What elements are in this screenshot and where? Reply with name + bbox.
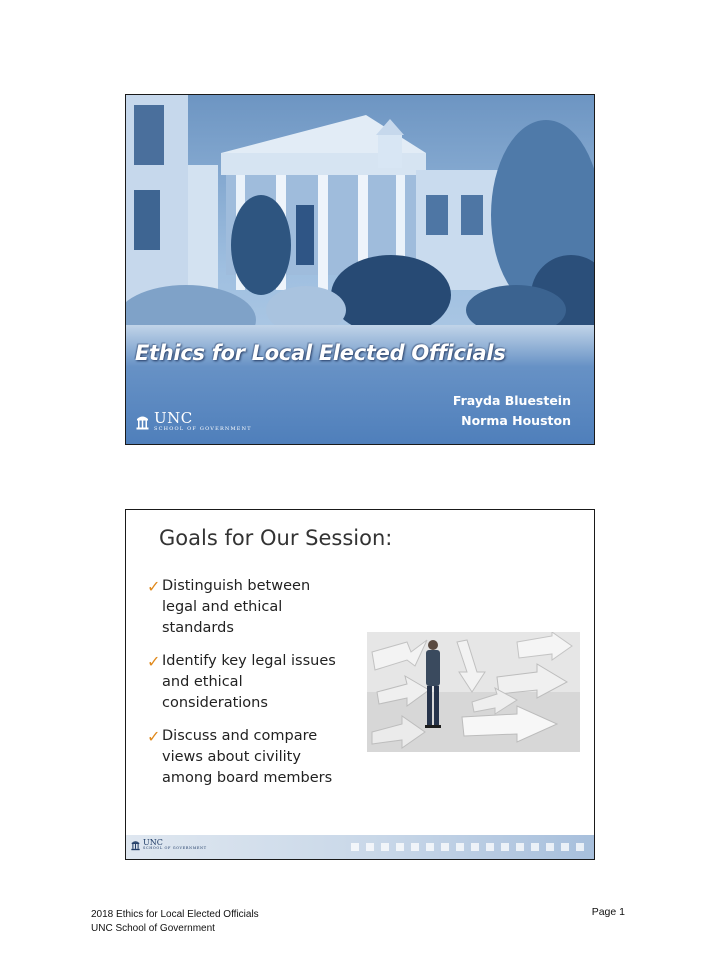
goal-line: views about civility bbox=[162, 749, 301, 765]
checkmark-icon: ✓ bbox=[147, 727, 161, 746]
logo-subtext: SCHOOL OF GOVERNMENT bbox=[143, 846, 207, 851]
list-item bbox=[147, 726, 357, 789]
goals-slide bbox=[125, 509, 595, 860]
logo-wordmark: UNC bbox=[143, 838, 163, 848]
list-item bbox=[147, 576, 357, 639]
presenter-names bbox=[453, 391, 571, 431]
checkmark-icon: ✓ bbox=[147, 577, 161, 596]
page-number: Page 1 bbox=[591, 906, 625, 918]
slide-title: Ethics for Local Elected Officials bbox=[135, 341, 506, 365]
arrows-man-image bbox=[367, 632, 580, 752]
goal-line: Identify key legal issues bbox=[162, 653, 336, 669]
goals-list bbox=[147, 576, 357, 801]
old-well-icon bbox=[136, 414, 149, 430]
presenter-name: Frayda Bluestein bbox=[452, 393, 571, 408]
footer-line: 2018 Ethics for Local Elected Officials bbox=[91, 909, 259, 920]
decorative-squares bbox=[351, 843, 584, 851]
checkmark-icon: ✓ bbox=[147, 652, 161, 671]
page-footer-text bbox=[91, 908, 259, 936]
goal-line: standards bbox=[162, 620, 234, 636]
unc-sog-logo bbox=[131, 839, 207, 851]
goal-line: Distinguish between bbox=[162, 578, 311, 594]
logo-wordmark: UNC bbox=[154, 409, 193, 427]
presenter-name: Norma Houston bbox=[461, 413, 571, 428]
list-item bbox=[147, 651, 357, 714]
goal-line: among board members bbox=[162, 770, 333, 786]
slide-title: Goals for Our Session: bbox=[159, 526, 393, 550]
old-well-icon bbox=[131, 839, 140, 851]
logo-subtext: SCHOOL OF GOVERNMENT bbox=[154, 426, 252, 432]
goal-line: legal and ethical bbox=[162, 599, 283, 615]
title-slide bbox=[125, 94, 595, 445]
slide-footer-bar bbox=[126, 835, 594, 859]
unc-sog-logo bbox=[136, 411, 252, 432]
goal-line: and ethical bbox=[162, 674, 243, 690]
goal-line: considerations bbox=[162, 695, 268, 711]
footer-line: UNC School of Government bbox=[91, 923, 215, 934]
goal-line: Discuss and compare bbox=[162, 728, 318, 744]
